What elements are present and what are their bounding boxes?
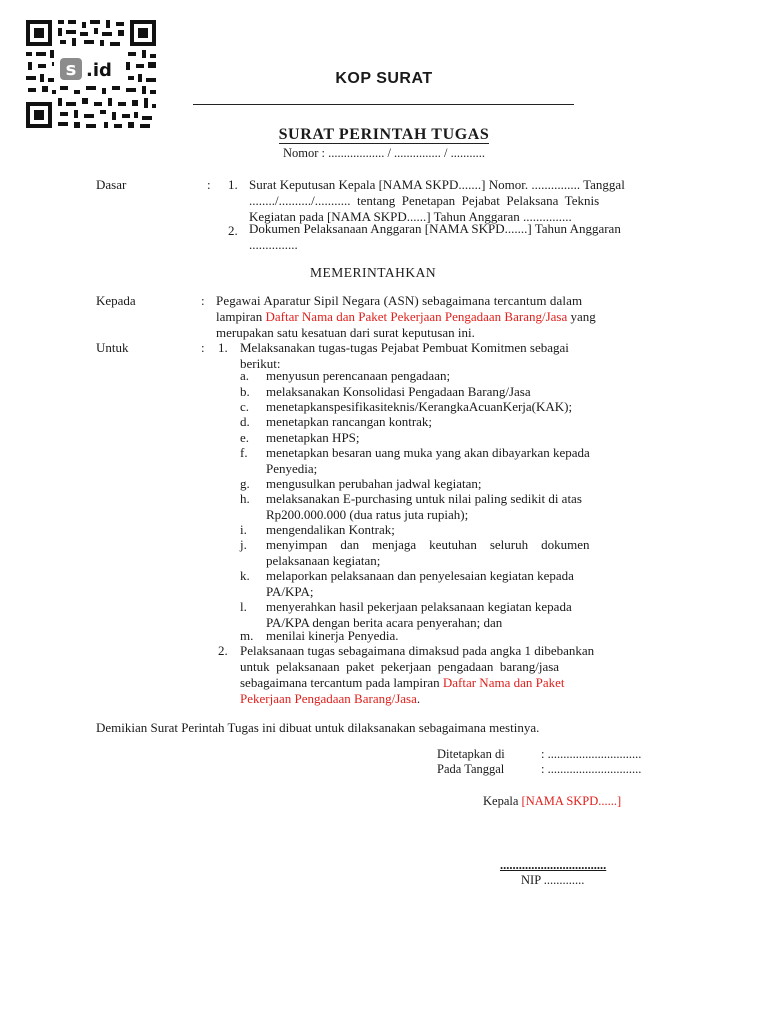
kop-divider-line <box>193 104 574 105</box>
untuk-lampiran-link-1: Daftar Nama dan Paket <box>442 675 565 690</box>
subitem-text: melaksanakan Konsolidasi Pengadaan Barang/Jasa <box>266 384 531 399</box>
untuk-colon: : <box>201 340 205 355</box>
ditetapkan-value: : .............................. <box>541 747 642 761</box>
untuk-lampiran-link-2: Pekerjaan Pengadaan Barang/Jasa <box>240 691 417 706</box>
closing-statement: Demikian Surat Perintah Tugas ini dibuat untuk dilaksanakan sebagaimana mestinya. <box>96 720 540 735</box>
subitem-letter: c. <box>240 399 250 414</box>
dasar-colon: : <box>207 177 211 192</box>
subitem-letter: j. <box>240 537 247 552</box>
qr-logo-text: s <box>65 59 77 80</box>
letter-number: Nomor : .................. / ............... / ........... <box>282 146 486 160</box>
subitem-text: mengendalikan Kontrak; <box>266 522 395 537</box>
subitem-text: menilai kinerja Penyedia. <box>266 628 399 643</box>
dasar-label: Dasar <box>96 177 127 192</box>
svg-text:.id: .id <box>86 60 112 81</box>
kop-surat-title: KOP SURAT <box>335 70 433 87</box>
subitem-letter: g. <box>240 476 250 491</box>
subitem-text: melaporkan pelaksanaan dan penyelesaian kegiatan kepada PA/KPA; <box>266 568 574 599</box>
untuk-item-1-num: 1. <box>218 340 228 355</box>
kepada-lampiran-link: Daftar Nama dan Paket Pekerjaan Pengadaan Barang/Jasa <box>265 309 568 324</box>
subitem-letter: k. <box>240 568 250 583</box>
subitem-text: menetapkan besaran uang muka yang akan dibayarkan kepada Penyedia; <box>266 445 590 476</box>
signatory-nip: NIP ............. <box>521 873 585 887</box>
subitem-letter: f. <box>240 445 248 460</box>
dasar-item-2: Dokumen Pelaksanaan Anggaran [NAMA SKPD.......] Tahun Anggaran ............... <box>249 221 621 252</box>
kepada-label: Kepada <box>96 293 136 308</box>
subitem-text: melaksanakan E-purchasing untuk nilai paling sedikit di atas Rp200.000.000 (dua ratus juta rupiah); <box>266 491 582 522</box>
subitem-text: menetapkan rancangan kontrak; <box>266 414 433 429</box>
subitem-letter: h. <box>240 491 250 506</box>
subitem-letter: e. <box>240 430 250 445</box>
subitem-letter: a. <box>240 368 250 383</box>
ditetapkan-label: Ditetapkan di <box>437 747 505 761</box>
subitem-text: menyerahkan hasil pekerjaan pelaksanaan kegiatan kepada PA/KPA dengan berita acara penyerahan; dan <box>266 599 572 630</box>
subitem-text: menetapkan HPS; <box>266 430 360 445</box>
memerintahkan-heading: MEMERINTAHKAN <box>310 265 437 280</box>
subitem-letter: i. <box>240 522 247 537</box>
signatory-name-line: .................................. <box>500 858 607 872</box>
subitem-text: menyimpan dan menjaga keutuhan seluruh dokumen pelaksanaan kegiatan; <box>266 537 590 568</box>
dasar-item-2-num: 2. <box>228 223 238 238</box>
dasar-item-1: Surat Keputusan Kepala [NAMA SKPD.......] Nomor. ............... Tanggal ......../........../........... tentang Penetapan Pejabat Pelaksana Teknis Kegiatan pada [NAMA SKPD......] Tahun Anggaran ............... <box>249 177 625 224</box>
untuk-item-2-num: 2. <box>218 643 228 658</box>
tanggal-value: : .............................. <box>541 762 642 776</box>
kepala-title: Kepala [NAMA SKPD......] <box>483 794 622 808</box>
tanggal-label: Pada Tanggal <box>437 762 505 776</box>
letter-title: SURAT PERINTAH TUGAS <box>278 126 490 143</box>
untuk-label: Untuk <box>96 340 129 355</box>
untuk-item-1: Melaksanakan tugas-tugas Pejabat Pembuat Komitmen sebagai berikut: <box>240 340 569 371</box>
subitem-text: menetapkanspesifikasiteknis/KerangkaAcuanKerja(KAK); <box>266 399 573 414</box>
subitem-letter: m. <box>240 628 254 643</box>
subitem-letter: l. <box>240 599 247 614</box>
subitem-text: mengusulkan perubahan jadwal kegiatan; <box>266 476 482 491</box>
subitem-text: menyusun perencanaan pengadaan; <box>266 368 451 383</box>
dasar-item-1-num: 1. <box>228 177 238 192</box>
kepada-colon: : <box>201 293 205 308</box>
untuk-item-2: Pelaksanaan tugas sebagaimana dimaksud pada angka 1 dibebankan untuk pelaksanaan paket pekerjaan pengadaan barang/jasa sebagaimana tercantum pada lampiran Daftar Nama dan Paket Pekerjaan Pengadaan Barang/Jasa. <box>240 643 595 706</box>
subitem-letter: b. <box>240 384 250 399</box>
kepada-text: Pegawai Aparatur Sipil Negara (ASN) sebagaimana tercantum dalam lampiran Daftar Nama dan Paket Pekerjaan Pengadaan Barang/Jasa yang merupakan satu kesatuan dari surat keputusan ini. <box>216 293 596 340</box>
subitem-letter: d. <box>240 414 250 429</box>
